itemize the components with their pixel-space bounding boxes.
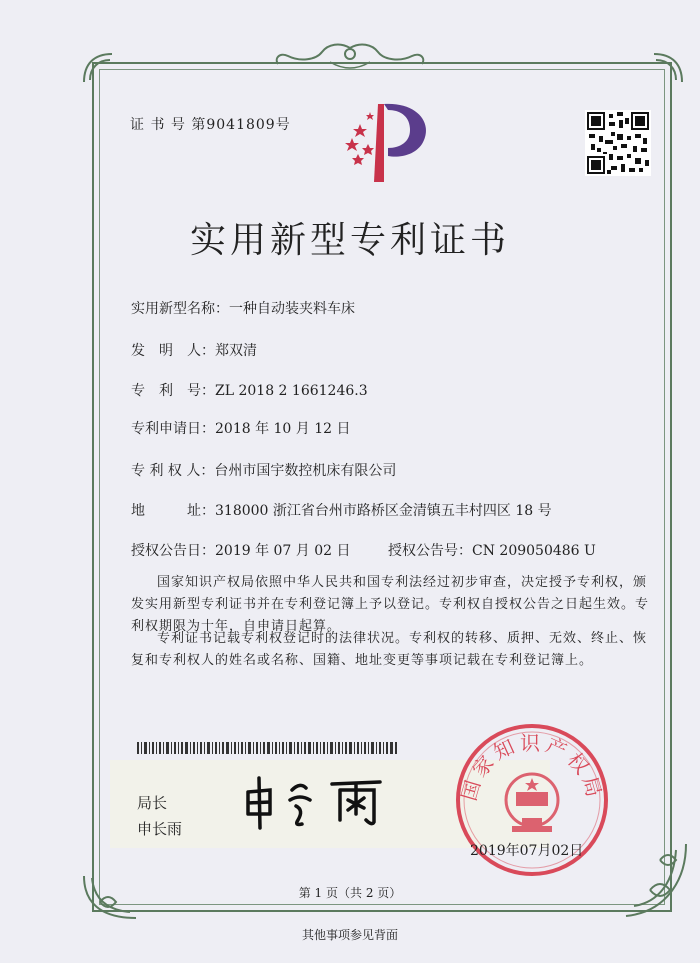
field-label: 专利申请日：: [131, 421, 215, 437]
corner-ornament-tr: [650, 50, 686, 86]
field-value: 2019 年 07 月 02 日: [215, 543, 351, 559]
field-value: 一种自动装夹料车床: [229, 301, 355, 317]
legal-status-paragraph: 专利证书记载专利权登记时的法律状况。专利权的转移、质押、无效、终止、恢复和专利权人的姓名或名称、国籍、地址变更等事项记载在专利登记簿上。: [131, 631, 648, 668]
field-patent-number: [131, 380, 368, 400]
page-indicator: 第 1 页（共 2 页）: [298, 886, 402, 900]
svg-text:国家知识产权局: 国家知识产权局: [456, 731, 608, 804]
grant-statement-paragraph: 国家知识产权局依照中华人民共和国专利法经过初步审查，决定授予专利权，颁发实用新型专利证书并在专利登记簿上予以登记。专利权自授权公告之日起生效。专利权期限为十年，自申请日起算。: [131, 575, 650, 634]
certificate-title: 实用新型专利证书: [189, 220, 510, 261]
signatory-name: 申长雨: [137, 820, 183, 838]
footer-note: 其他事项参见背面: [301, 928, 398, 942]
field-label: 专 利 权 人：: [131, 463, 215, 479]
patent-office-logo: [338, 98, 438, 186]
field-address: [131, 500, 552, 520]
field-utility-model-name: [131, 298, 355, 318]
field-label: 专 利 号：: [131, 383, 215, 399]
corner-ornament-br: [620, 840, 690, 920]
qr-code: [585, 110, 651, 176]
top-ornament: [270, 40, 430, 80]
field-grant-number: [388, 540, 596, 560]
field-value: 2018 年 10 月 12 日: [215, 421, 351, 437]
field-application-date: [131, 418, 351, 438]
field-label: 实用新型名称：: [131, 301, 229, 317]
field-patentee: [131, 460, 396, 480]
certificate-number: 证 书 号 第9041809号: [130, 117, 291, 133]
field-value: 318000 浙江省台州市路桥区金清镇五丰村四区 18 号: [215, 503, 552, 519]
handwritten-signature: [240, 770, 390, 830]
field-value: 郑双清: [215, 343, 257, 359]
field-value: ZL 2018 2 1661246.3: [215, 383, 368, 399]
barcode: [137, 742, 397, 754]
seal-date: 2019年07月02日: [470, 843, 584, 859]
corner-ornament-tl: [80, 50, 116, 86]
field-grant-date: [131, 540, 351, 560]
field-label: 授权公告日：: [131, 543, 215, 559]
signatory-title: 局长: [137, 794, 168, 812]
field-label: 授权公告号：: [388, 543, 472, 559]
field-inventor: [131, 340, 257, 360]
field-label: 发 明 人：: [131, 343, 215, 359]
field-label: 地 址：: [131, 503, 215, 519]
field-value: 台州市国宇数控机床有限公司: [214, 463, 397, 479]
field-value: CN 209050486 U: [472, 543, 596, 559]
